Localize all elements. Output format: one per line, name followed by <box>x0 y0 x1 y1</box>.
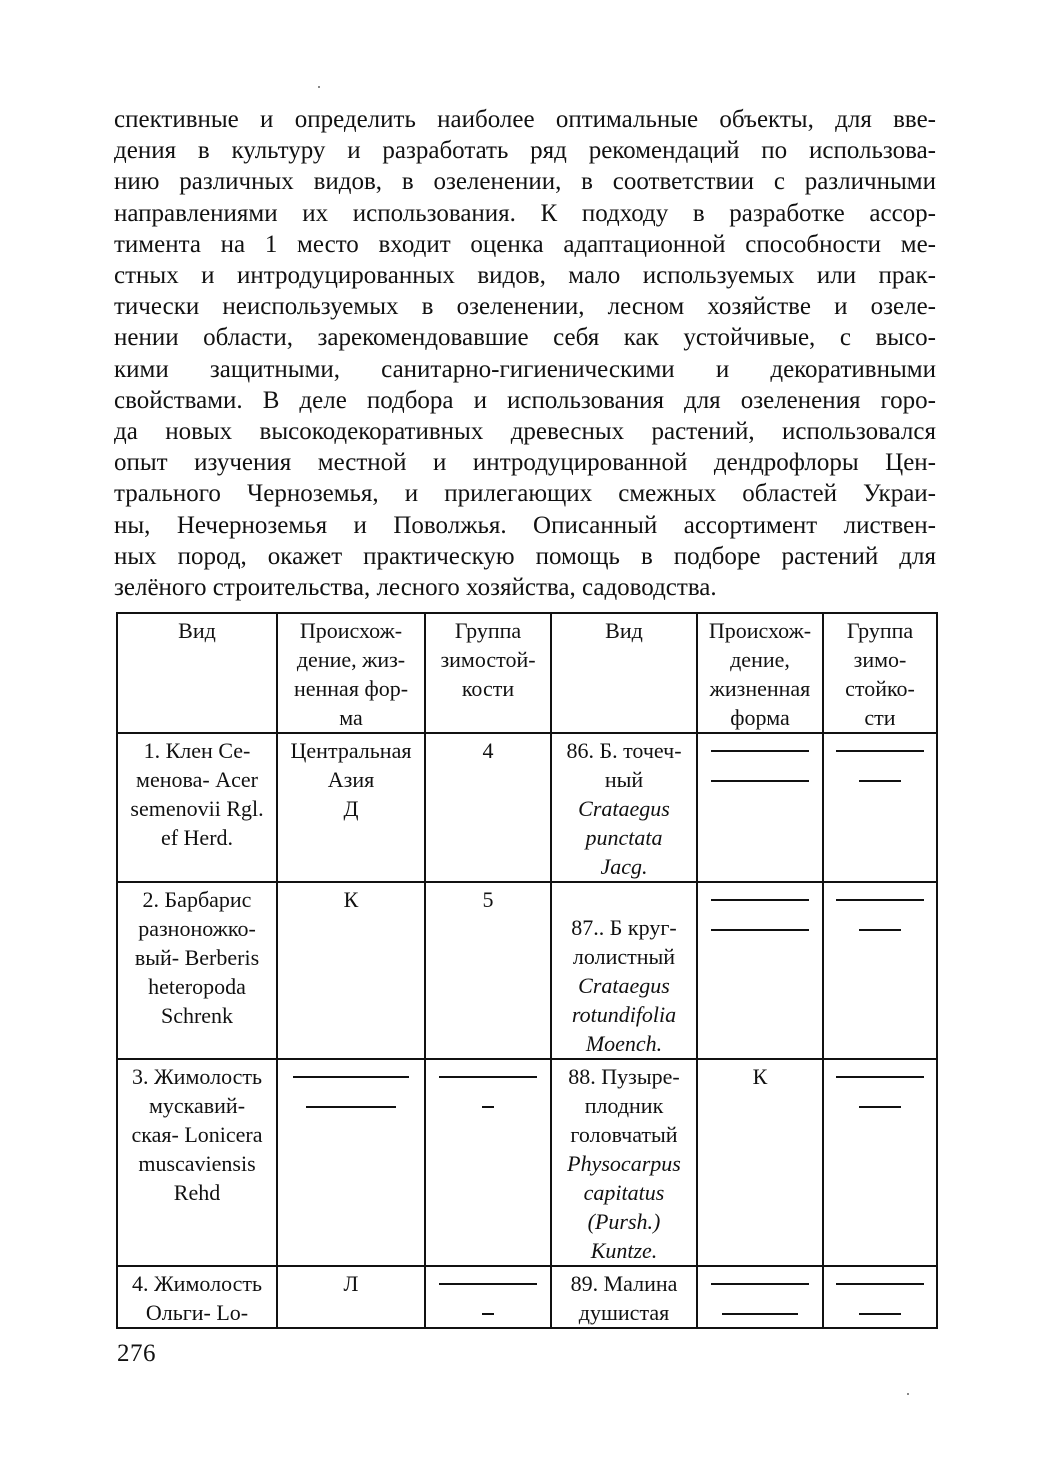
header-line: Происхож- <box>708 618 812 643</box>
paragraph-line: нию различных видов, в озеленении, в соответствии с различными <box>114 168 936 196</box>
cell-group-left <box>425 1059 551 1266</box>
cell-species-right <box>551 1266 697 1328</box>
blank-dash <box>859 766 900 782</box>
header-line: стойко- <box>845 676 915 701</box>
header-line: кости <box>461 676 515 701</box>
cell-line: ный <box>604 767 644 792</box>
blank-dash <box>711 736 809 752</box>
cell-line: Д <box>343 796 359 821</box>
blank-dash <box>711 1269 809 1285</box>
header-line: зимо- <box>853 647 907 672</box>
cell-line: душистая <box>578 1300 670 1325</box>
latin-name-line: Physocarpus <box>567 1151 681 1176</box>
paragraph-line: ны, Нечерноземья и Поволжья. Описанный ассортимент листвен- <box>114 511 936 539</box>
header-line: зимостой- <box>440 647 536 672</box>
table-row <box>117 733 937 882</box>
latin-name-line: Jacg. <box>600 854 648 879</box>
header-origin-right <box>697 613 823 733</box>
cell-line: muscaviensis <box>138 1151 256 1176</box>
blank-dash <box>711 766 809 782</box>
cell-group-left <box>425 882 551 1059</box>
cell-line: semenovii Rgl. <box>130 796 264 821</box>
header-line: Группа <box>846 618 914 643</box>
cell-group-right <box>823 1266 937 1328</box>
blank-dash <box>439 1062 537 1078</box>
blank-dash <box>859 915 900 931</box>
header-group-left <box>425 613 551 733</box>
cell-line: 4 <box>482 738 494 763</box>
paragraph-line: спективные и определить наиболее оптимальные объекты, для вве- <box>114 106 936 133</box>
paragraph-line: направлениями их использования. К подходу в разработке ассор- <box>114 199 936 227</box>
cell-line: К <box>752 1064 768 1089</box>
cell-group-right <box>823 733 937 882</box>
cell-group-left <box>425 733 551 882</box>
header-line: ненная фор- <box>293 676 409 701</box>
header-line: Группа <box>454 618 522 643</box>
scan-speck <box>907 1393 909 1395</box>
header-line: Вид <box>605 618 643 643</box>
blank-dash <box>439 1269 537 1285</box>
cell-line: 1. Клен Се- <box>143 738 251 763</box>
cell-group-right <box>823 1059 937 1266</box>
header-line: Вид <box>178 618 216 643</box>
paragraph-line: да новых высокодекоративных древесных растений, использовался <box>114 418 936 446</box>
cell-line: Л <box>343 1271 359 1296</box>
cell-species-right <box>551 733 697 882</box>
cell-line: Rehd <box>173 1180 221 1205</box>
table-row <box>117 882 937 1059</box>
header-line: форма <box>730 705 790 730</box>
species-table <box>116 612 938 1329</box>
cell-line: heteropoda <box>148 974 246 999</box>
blank-dash <box>836 885 925 901</box>
cell-line: плодник <box>584 1093 664 1118</box>
cell-line: лолистный <box>572 944 676 969</box>
cell-line: 5 <box>482 887 494 912</box>
paragraph-line: зелёного строительства, лесного хозяйства, садоводства. <box>114 574 717 602</box>
header-line: жизненная <box>709 676 811 701</box>
cell-group-left <box>425 1266 551 1328</box>
blank-dash <box>306 1092 397 1108</box>
cell-line: ef Herd. <box>160 825 234 850</box>
cell-line: менова- Acer <box>136 767 258 792</box>
latin-name-line: Crataegus <box>578 973 670 998</box>
blank-dash <box>836 736 925 752</box>
cell-species-right <box>551 882 697 1059</box>
body-paragraph <box>114 104 936 603</box>
cell-line: вый- Berberis <box>134 945 260 970</box>
latin-name-line: rotundifolia <box>571 1002 677 1027</box>
header-line: дение, <box>730 647 790 672</box>
blank-dash <box>836 1269 925 1285</box>
header-species-left <box>117 613 277 733</box>
cell-line: К <box>343 887 359 912</box>
latin-name-line: (Pursh.) <box>587 1209 661 1234</box>
cell-origin-right <box>697 733 823 882</box>
blank-dash <box>859 1299 900 1315</box>
header-line: сти <box>864 705 896 730</box>
blank-dash <box>711 885 809 901</box>
cell-line: разноножко- <box>138 916 256 941</box>
cell-line: Центральная <box>290 738 412 763</box>
cell-origin-left <box>277 1059 425 1266</box>
cell-line: 4. Жимолость <box>131 1271 263 1296</box>
cell-origin-left <box>277 733 425 882</box>
cell-line: Азия <box>327 767 375 792</box>
latin-name-line: Kuntze. <box>590 1238 658 1263</box>
table-row <box>117 1059 937 1266</box>
cell-line: Schrenk <box>160 1003 234 1028</box>
cell-species-left <box>117 1059 277 1266</box>
table-header-row <box>117 613 937 733</box>
paragraph-line: нении области, зарекомендовавшие себя как устойчивые, с высо- <box>114 324 936 352</box>
cell-line: 88. Пузыре- <box>568 1064 680 1089</box>
latin-name-line: capitatus <box>583 1180 665 1205</box>
cell-line: 87.. Б круг- <box>571 915 677 940</box>
cell-origin-right <box>697 1059 823 1266</box>
header-group-right <box>823 613 937 733</box>
blank-dash <box>836 1062 925 1078</box>
header-line: ма <box>339 705 363 730</box>
blank-dash <box>722 1299 799 1315</box>
cell-species-right <box>551 1059 697 1266</box>
header-species-right <box>551 613 697 733</box>
blank-dash <box>711 915 809 931</box>
cell-origin-right <box>697 1266 823 1328</box>
header-line: дение, жиз- <box>296 647 406 672</box>
latin-name-line: Moench. <box>585 1031 663 1056</box>
latin-name-line: punctata <box>585 825 663 850</box>
paragraph-line: стных и интродуцированных видов, мало используемых или прак- <box>114 262 936 290</box>
cell-line: ская- Lonicera <box>131 1122 263 1147</box>
scan-speck <box>318 86 320 88</box>
cell-line: 89. Малина <box>570 1271 678 1296</box>
paragraph-line: ных пород, окажет практическую помощь в подборе растений для <box>114 542 936 570</box>
cell-species-left <box>117 1266 277 1328</box>
paragraph-line: дения в культуру и разработать ряд рекомендаций по использова- <box>114 137 936 165</box>
paragraph-line: свойствами. В деле подбора и использования для озеленения горо- <box>114 386 936 414</box>
cell-line: мускавий- <box>148 1093 246 1118</box>
header-origin-left <box>277 613 425 733</box>
paragraph-line: трального Черноземья, и прилегающих смежных областей Украи- <box>114 480 936 508</box>
page-number: 276 <box>117 1340 156 1367</box>
cell-line: головчатый <box>570 1122 678 1147</box>
cell-origin-left <box>277 1266 425 1328</box>
blank-dash <box>482 1299 494 1315</box>
cell-line: 86. Б. точеч- <box>566 738 682 763</box>
paragraph-line: опыт изучения местной и интродуцированной дендрофлоры Цен- <box>114 449 936 477</box>
cell-origin-left <box>277 882 425 1059</box>
blank-dash <box>482 1092 494 1108</box>
blank-dash <box>293 1062 409 1078</box>
paragraph-line: тически неиспользуемых в озеленении, лесном хозяйстве и озеле- <box>114 293 936 321</box>
cell-line: Ольги- Lo- <box>145 1300 249 1325</box>
cell-line: 3. Жимолость <box>131 1064 263 1089</box>
latin-name-line: Crataegus <box>578 796 670 821</box>
paragraph-line: тимента на 1 место входит оценка адаптационной способности ме- <box>114 230 936 258</box>
paragraph-line: кими защитными, санитарно-гигиеническими и декоративными <box>114 355 936 383</box>
cell-origin-right <box>697 882 823 1059</box>
cell-line: 2. Барбарис <box>142 887 252 912</box>
cell-species-left <box>117 733 277 882</box>
table-row <box>117 1266 937 1328</box>
cell-species-left <box>117 882 277 1059</box>
blank-dash <box>859 1092 900 1108</box>
header-line: Происхож- <box>299 618 403 643</box>
cell-group-right <box>823 882 937 1059</box>
